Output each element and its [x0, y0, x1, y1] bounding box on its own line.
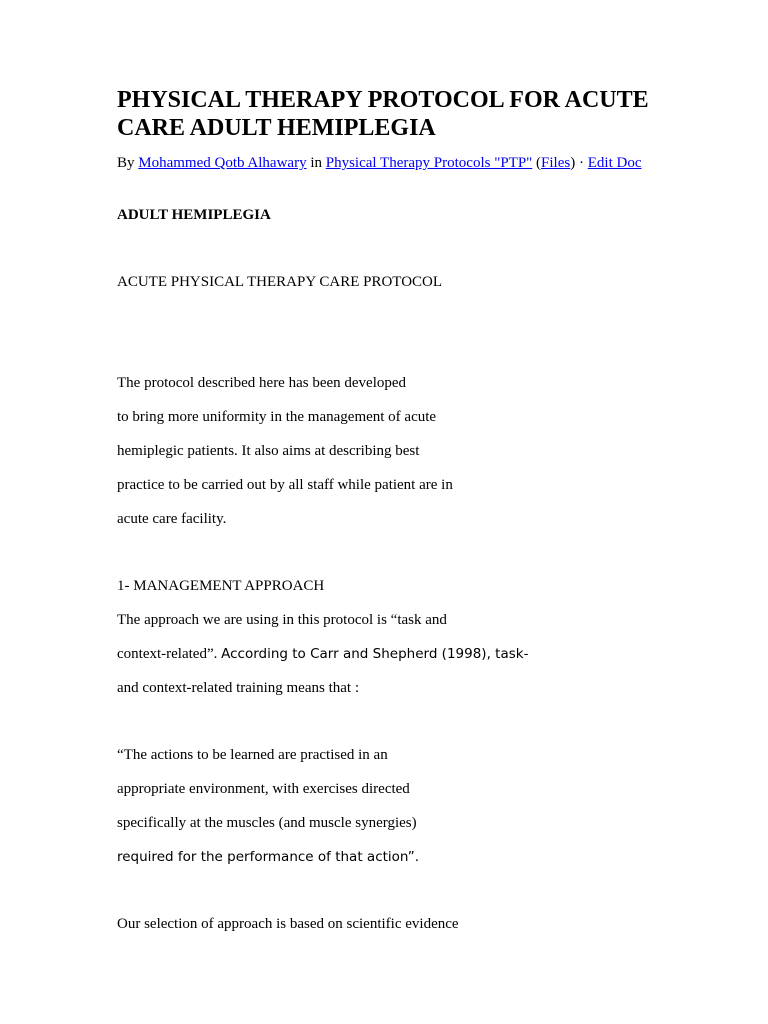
- section-heading-acute-protocol: ACUTE PHYSICAL THERAPY CARE PROTOCOL: [117, 274, 443, 290]
- paragraph-line: hemiplegic patients. It also aims at describing best: [117, 443, 420, 459]
- paragraph-line: [117, 645, 528, 663]
- citation-text: According to Carr and Shepherd (1998), task-: [221, 646, 529, 662]
- quote-line: required for the performance of that action”.: [117, 849, 420, 865]
- quote-line: specifically at the muscles (and muscle synergies): [117, 815, 417, 831]
- paragraph-line: and context-related training means that :: [117, 680, 359, 696]
- paragraph-line: Our selection of approach is based on scientific evidence: [117, 916, 459, 932]
- byline-open-paren: (: [532, 155, 542, 171]
- byline-in: in: [306, 155, 326, 171]
- paragraph-line: practice to be carried out by all staff while patient are in: [117, 477, 453, 493]
- section-heading-adult-hemiplegia: ADULT HEMIPLEGIA: [117, 207, 271, 223]
- paragraph-line: to bring more uniformity in the management of acute: [117, 409, 437, 425]
- edit-doc-link[interactable]: Edit Doc: [587, 155, 642, 171]
- quote-line: “The actions to be learned are practised in an: [117, 747, 388, 763]
- byline-separator: ) ·: [570, 155, 588, 171]
- quote-line: appropriate environment, with exercises directed: [117, 781, 410, 797]
- byline: [117, 154, 657, 172]
- paragraph-line: The protocol described here has been developed: [117, 375, 407, 391]
- byline-by: By: [117, 155, 139, 171]
- paragraph-line: acute care facility.: [117, 511, 227, 527]
- collection-link[interactable]: Physical Therapy Protocols "PTP": [325, 155, 533, 171]
- author-link[interactable]: Mohammed Qotb Alhawary: [138, 155, 307, 171]
- document-title: PHYSICAL THERAPY PROTOCOL FOR ACUTE CARE ADULT HEMIPLEGIA: [117, 87, 649, 141]
- section-heading-management-approach: 1- MANAGEMENT APPROACH: [117, 578, 325, 594]
- paragraph-line: The approach we are using in this protocol is “task and: [117, 612, 447, 628]
- text-segment: context-related”.: [117, 646, 222, 662]
- files-link[interactable]: Files: [541, 155, 571, 171]
